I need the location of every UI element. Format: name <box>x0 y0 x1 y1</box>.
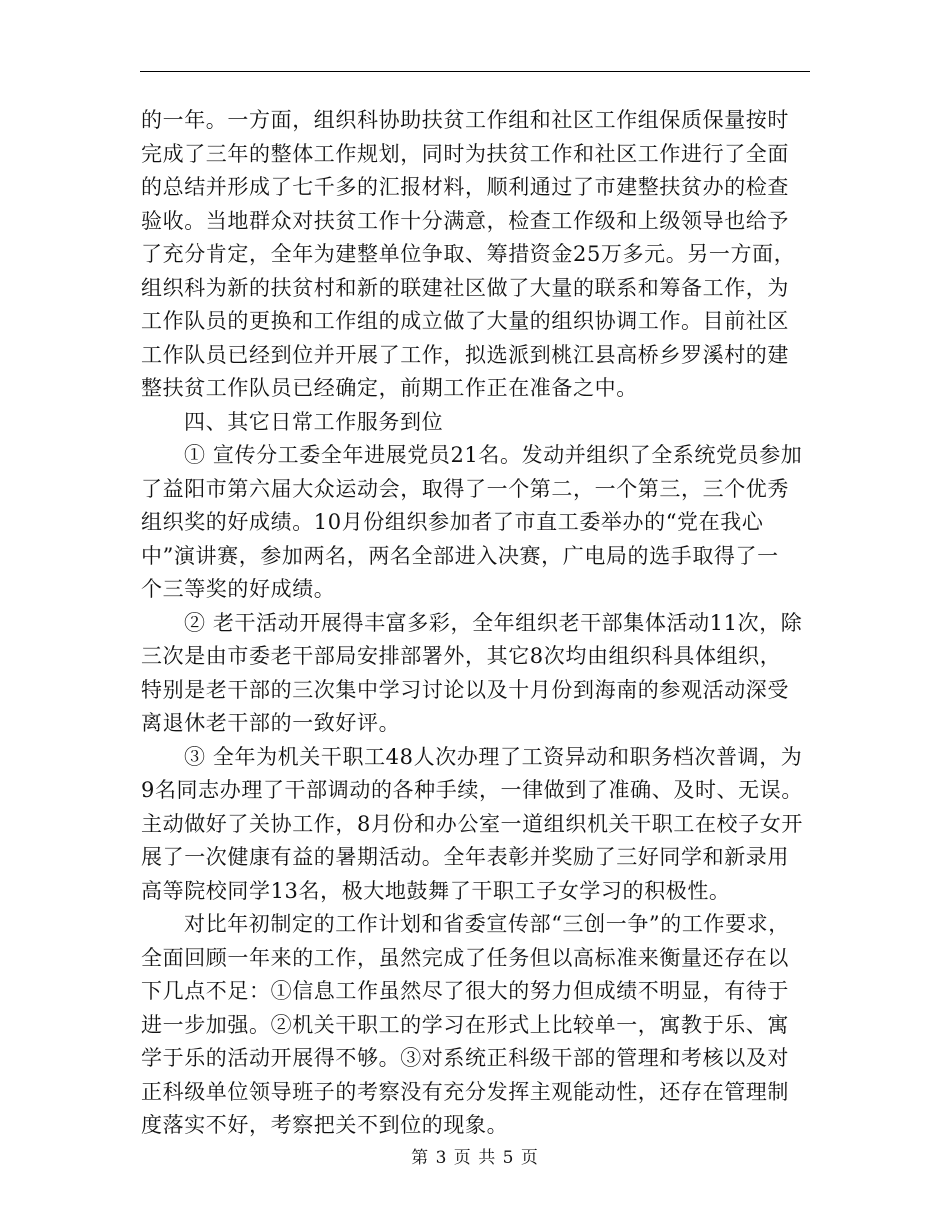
section-heading: 四、其它日常工作服务到位 <box>184 409 444 434</box>
paragraph-start: ① 宣传分工委全年进展党员21名。发动并组织了全系统党员参加 <box>184 443 803 467</box>
body-line: 特别是老干部的三次集中学习讨论以及十月份到海南的参观活动深受 <box>141 677 789 702</box>
body-line: 主动做好了关协工作，8月份和办公室一道组织机关干职工在校子女开 <box>141 811 803 836</box>
body-line: 学于乐的活动开展得不够。③对系统正科级干部的管理和考核以及对 <box>141 1046 789 1070</box>
body-line: 下几点不足：①信息工作虽然尽了很大的努力但成绩不明显，有待于 <box>141 979 789 1003</box>
page-footer: 第 3 页 共 5 页 <box>411 1148 539 1168</box>
header-rule <box>140 71 810 72</box>
body-line: 工作队员的更换和工作组的成立做了大量的组织协调工作。目前社区 <box>141 309 789 333</box>
body-line: 组织奖的好成绩。10月份组织参加者了市直工委举办的“党在我心 <box>141 510 764 534</box>
body-line: 展了一次健康有益的暑期活动。全年表彰并奖励了三好同学和新录用 <box>141 845 789 869</box>
paragraph-start: ③ 全年为机关干职工48人次办理了工资异动和职务档次普调，为 <box>184 744 803 769</box>
body-line: 进一步加强。②机关干职工的学习在形式上比较单一，寓教于乐、寓 <box>141 1012 789 1037</box>
body-line: 正科级单位领导班子的考察没有充分发挥主观能动性，还存在管理制 <box>141 1079 789 1104</box>
document-body <box>141 104 811 1143</box>
body-line: 的总结并形成了七千多的汇报材料，顺利通过了市建整扶贫办的检查 <box>141 175 789 199</box>
paragraph-start: 对比年初制定的工作计划和省委宣传部“三创一争”的工作要求， <box>184 912 790 936</box>
body-line: 了益阳市第六届大众运动会，取得了一个第二，一个第三，三个优秀 <box>141 476 789 501</box>
body-line: 离退休老干部的一致好评。 <box>141 711 401 735</box>
body-line: 组织科为新的扶贫村和新的联建社区做了大量的联系和筹备工作，为 <box>141 275 789 300</box>
body-line: 了充分肯定，全年为建整单位争取、筹措资金25万多元。另一方面， <box>141 242 796 266</box>
body-line: 的一年。一方面，组织科协助扶贫工作组和社区工作组保质保量按时 <box>141 108 789 132</box>
body-line: 全面回顾一年来的工作，虽然完成了任务但以高标准来衡量还存在以 <box>141 945 789 970</box>
body-line: 高等院校同学13名，极大地鼓舞了干职工子女学习的积极性。 <box>141 878 731 903</box>
body-line: 个三等奖的好成绩。 <box>141 577 336 601</box>
body-line: 验收。当地群众对扶贫工作十分满意，检查工作级和上级领导也给予 <box>141 208 789 233</box>
body-line: 完成了三年的整体工作规划，同时为扶贫工作和社区工作进行了全面 <box>141 141 789 166</box>
body-line: 三次是由市委老干部局安排部署外，其它8次均由组织科具体组织， <box>141 644 782 668</box>
body-line: 中”演讲赛，参加两名，两名全部进入决赛，广电局的选手取得了一 <box>141 543 779 568</box>
body-line: 9名同志办理了干部调动的各种手续，一律做到了准确、及时、无误。 <box>141 778 803 802</box>
body-line: 度落实不好，考察把关不到位的现象。 <box>141 1113 509 1137</box>
body-line: 工作队员已经到位并开展了工作，拟选派到桃江县高桥乡罗溪村的建 <box>141 342 789 367</box>
paragraph-start: ② 老干活动开展得丰富多彩，全年组织老干部集体活动11次，除 <box>184 610 803 635</box>
body-line: 整扶贫工作队员已经确定，前期工作正在准备之中。 <box>141 376 638 400</box>
